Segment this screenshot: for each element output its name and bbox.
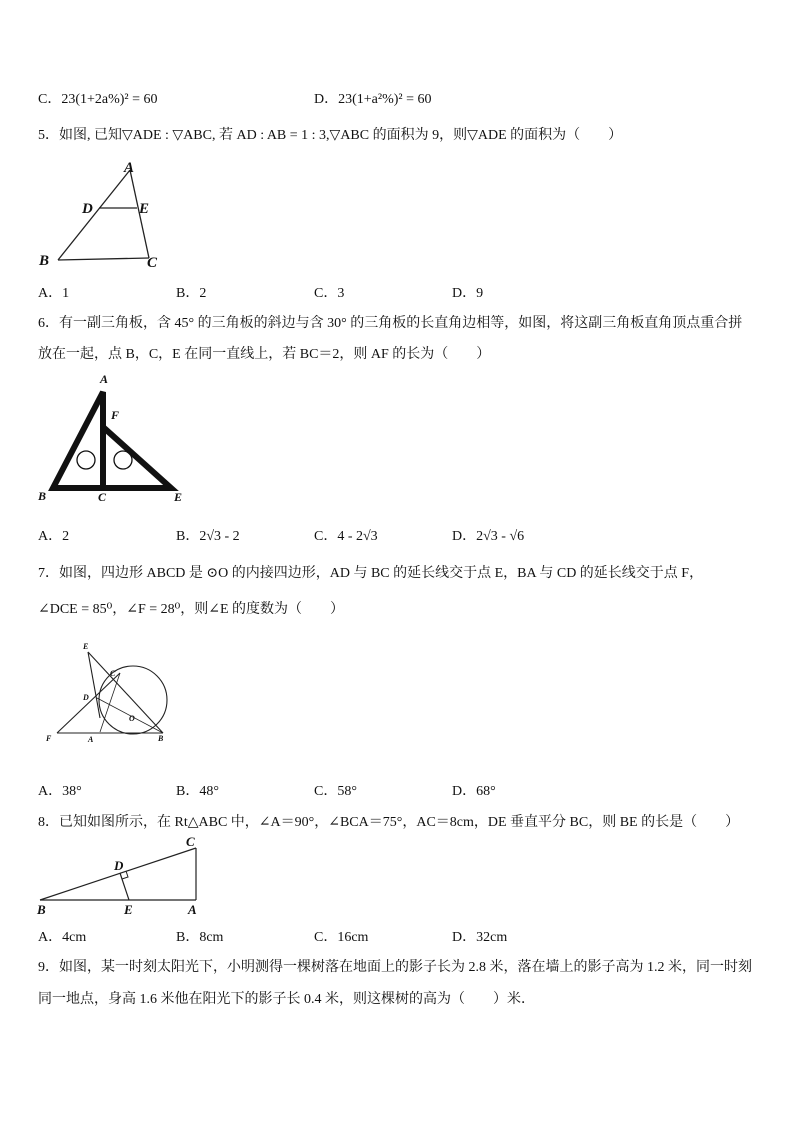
q5-label-B: B <box>39 253 50 269</box>
q7-stem-line1: 7．如图，四边形 ABCD 是 ⊙O 的内接四边形，AD 与 BC 的延长线交于点 E，BA 与 CD 的延长线交于点 F， <box>38 566 704 581</box>
q8-label-C: C <box>186 834 195 849</box>
q5-label-A: A <box>124 160 135 176</box>
q6-label-B: B <box>38 489 47 503</box>
q5-label-E: E <box>139 201 150 217</box>
q4-option-d: D．23(1+a²%)² = 60 <box>314 92 432 107</box>
q8-option-c: C．16cm <box>314 930 369 945</box>
q5-label-D: D <box>82 201 93 217</box>
q8-label-B: B <box>37 902 46 917</box>
q7-label-A: A <box>88 735 94 744</box>
q7-option-b: B．48° <box>176 784 219 799</box>
q5-figure <box>36 158 176 273</box>
q8-option-d: D．32cm <box>452 930 508 945</box>
q6-option-b: B．2√3 - 2 <box>176 529 240 544</box>
q6-label-C: C <box>98 490 107 504</box>
q7-label-E: E <box>83 642 89 651</box>
q7-option-c: C．58° <box>314 784 357 799</box>
q5-label-C: C <box>147 255 158 271</box>
q9-stem-line2: 同一地点，身高 1.6 米他在阳光下的影子长 0.4 米，则这棵树的高为（ ）米． <box>38 992 535 1007</box>
q9-stem-line1: 9．如图，某一时刻太阳光下，小明测得一棵树落在地面上的影子长为 2.8 米，落在墙上的影子高为 1.2 米，同一时刻 <box>38 960 752 975</box>
q6-label-E: E <box>174 490 183 504</box>
q8-option-b: B．8cm <box>176 930 224 945</box>
q6-stem-line1: 6．有一副三角板，含 45° 的三角板的斜边与含 30° 的三角板的长直角边相等，如图，将这副三角板直角顶点重合拼 <box>38 316 743 331</box>
q7-label-O: O <box>129 714 135 723</box>
q7-label-B: B <box>158 734 164 743</box>
q5-stem: 5．如图, 已知▽ADE : ▽ABC, 若 AD : AB = 1 : 3,▽ABC 的面积为 9，则▽ADE 的面积为（ ） <box>38 128 623 143</box>
q7-option-a: A．38° <box>38 784 82 799</box>
q7-option-d: D．68° <box>452 784 496 799</box>
q8-label-A: A <box>188 902 197 917</box>
q6-stem-line2: 放在一起，点 B，C，E 在同一直线上，若 BC＝2，则 AF 的长为（ ） <box>38 347 491 362</box>
q4-option-c: C．23(1+2a%)² = 60 <box>38 92 158 107</box>
q7-figure <box>40 640 180 750</box>
q8-option-a: A．4cm <box>38 930 87 945</box>
q6-option-d: D．2√3 - √6 <box>452 529 525 544</box>
q7-label-F: F <box>46 734 52 743</box>
q8-stem: 8．已知如图所示，在 Rt△ABC 中，∠A＝90°，∠BCA＝75°，AC＝8cm，DE 垂直平分 BC，则 BE 的长是（ ） <box>38 815 740 830</box>
q5-option-b: B．2 <box>176 286 207 301</box>
q5-option-c: C．3 <box>314 286 345 301</box>
q7-stem-line2: ∠DCE = 85⁰，∠F = 28⁰，则∠E 的度数为（ ） <box>38 602 345 617</box>
q6-option-c: C．4 - 2√3 <box>314 529 378 544</box>
q6-label-A: A <box>100 372 109 386</box>
q5-option-a: A．1 <box>38 286 70 301</box>
q7-label-C: C <box>110 669 116 678</box>
q8-label-E: E <box>124 902 133 917</box>
q7-label-D: D <box>83 693 89 702</box>
q8-figure <box>36 834 206 919</box>
q6-label-F: F <box>111 408 120 422</box>
q8-label-D: D <box>114 858 124 873</box>
q5-option-d: D．9 <box>452 286 484 301</box>
q6-option-a: A．2 <box>38 529 70 544</box>
q6-figure <box>36 372 196 507</box>
